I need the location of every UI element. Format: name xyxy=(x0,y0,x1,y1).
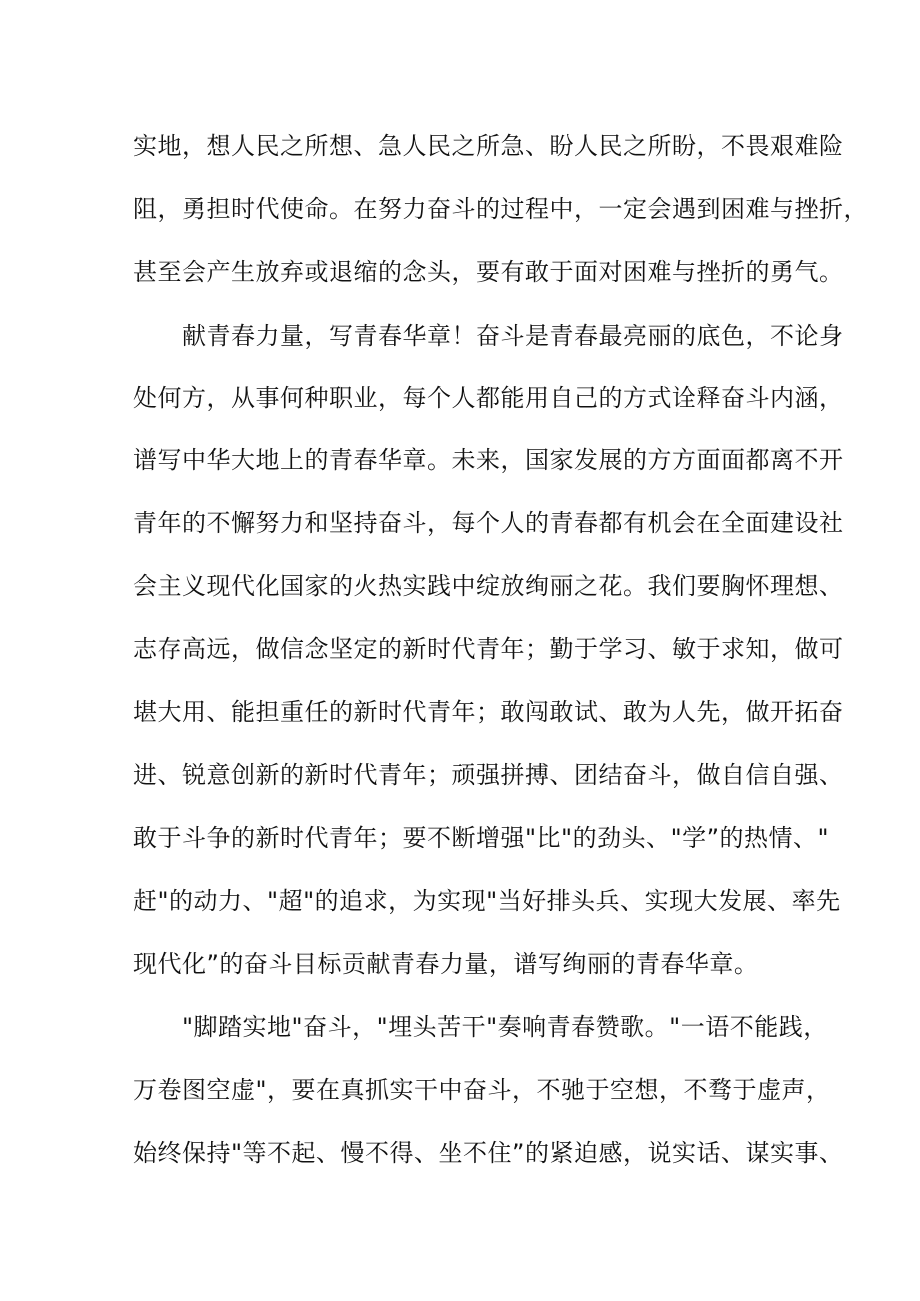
text-line: 始终保持"等不起、慢不得、坐不住”的紧迫感，说实话、谋实事、 xyxy=(133,1139,844,1167)
text-line: 阻，勇担时代使命。在努力奋斗的过程中，一定会遇到困难与挫折， xyxy=(133,195,868,223)
text-line: "脚踏实地"奋斗，"埋头苦干"奏响青春赞歌。"一语不能践， xyxy=(182,1013,828,1041)
text-line: 现代化”的奋斗目标贡献青春力量，谱写绚丽的青春华章。 xyxy=(133,950,759,978)
text-line: 献青春力量，写青春华章！奋斗是青春最亮丽的底色，不论身 xyxy=(182,322,844,350)
text-line: 敢于斗争的新时代青年；要不断增强"比"的劲头、"学”的热情、" xyxy=(133,824,830,852)
text-line: 赶"的动力、"超"的追求，为实现"当好排头兵、实现大发展、率先 xyxy=(133,887,841,915)
text-line: 青年的不懈努力和坚持奋斗，每个人的青春都有机会在全面建设社 xyxy=(133,509,844,537)
text-line: 万卷图空虚"，要在真抓实干中奋斗，不驰于空想，不骛于虚声， xyxy=(133,1076,831,1104)
text-line: 志存高远，做信念坚定的新时代青年；勤于学习、敏于求知，做可 xyxy=(133,635,844,663)
text-line: 实地，想人民之所想、急人民之所急、盼人民之所盼，不畏艰难险 xyxy=(133,132,844,160)
text-line: 甚至会产生放弃或退缩的念头，要有敢于面对困难与挫折的勇气。 xyxy=(133,258,844,286)
text-line: 堪大用、能担重任的新时代青年；敢闯敢试、敢为人先，做开拓奋 xyxy=(133,698,844,726)
text-line: 处何方，从事何种职业，每个人都能用自己的方式诠释奋斗内涵， xyxy=(133,384,844,412)
text-line: 会主义现代化国家的火热实践中绽放绚丽之花。我们要胸怀理想、 xyxy=(133,572,844,600)
text-line: 进、锐意创新的新时代青年；顽强拼搏、团结奋斗，做自信自强、 xyxy=(133,761,844,789)
text-line: 谱写中华大地上的青春华章。未来，国家发展的方方面面都离不开 xyxy=(133,446,844,474)
